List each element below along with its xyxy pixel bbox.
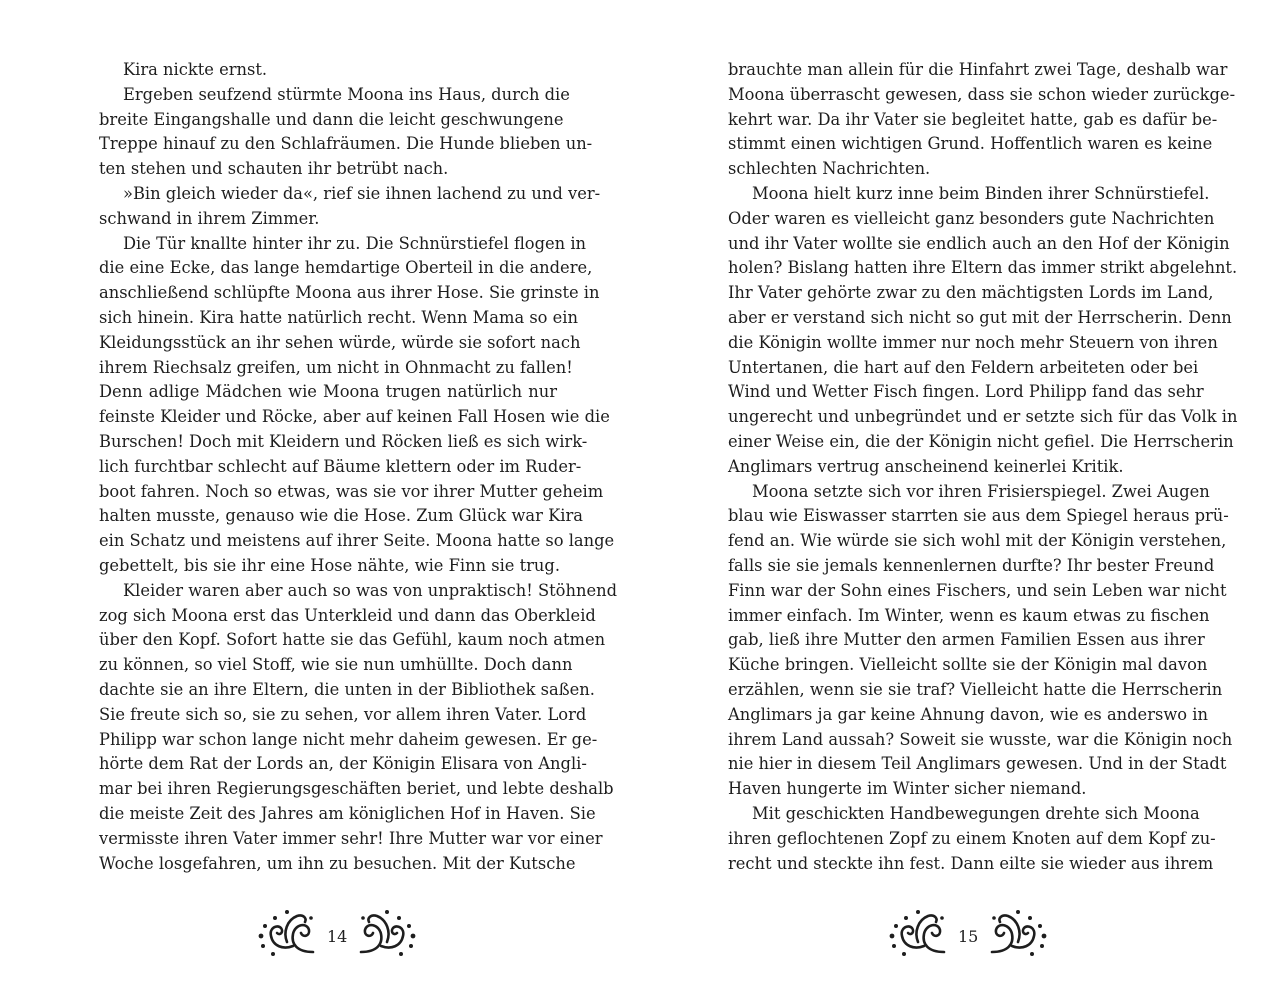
text-line: Wind und Wetter Fisch fingen. Lord Philipp fand das sehr [728, 382, 1204, 402]
text-line: Treppe hinauf zu den Schlafräumen. Die Hunde blieben un- [99, 134, 593, 154]
text-line: Moona setzte sich vor ihren Frisierspiegel. Zwei Augen [752, 481, 1210, 501]
text-line: ungerecht und unbegründet und er setzte sich für das Volk in [728, 407, 1238, 427]
text-line: Mit geschickten Handbewegungen drehte sich Moona [752, 803, 1200, 823]
text-line: feinste Kleider und Röcke, aber auf keinen Fall Hosen wie die [99, 407, 610, 427]
text-line: Ihr Vater gehörte zwar zu den mächtigsten Lords im Land, [728, 283, 1214, 303]
text-line: halten musste, genauso wie die Hose. Zum Glück war Kira [99, 506, 583, 526]
text-line: recht und steckte ihn fest. Dann eilte sie wieder aus ihrem [728, 853, 1214, 873]
text-line: Moona überrascht gewesen, dass sie schon wieder zurückge- [728, 84, 1236, 104]
text-line: Kleidungsstück an ihr sehen würde, würde sie sofort nach [99, 332, 581, 352]
scroll-ornament-left-icon [253, 906, 317, 962]
text-line: ihrem Land aussah? Soweit sie wusste, war die Königin noch [728, 729, 1233, 749]
text-line: vermisste ihren Vater immer sehr! Ihre Mutter war vor einer [99, 828, 603, 848]
text-line: gebettelt, bis sie ihr eine Hose nähte, wie Finn sie trug. [99, 555, 561, 575]
text-line: blau wie Eiswasser starrten sie aus dem Spiegel heraus prü- [728, 506, 1229, 526]
text-line: Küche bringen. Vielleicht sollte sie der Königin mal davon [728, 655, 1208, 675]
text-line: zu können, so viel Stoff, wie sie nun umhüllte. Doch dann [99, 655, 573, 675]
text-line: zog sich Moona erst das Unterkleid und dann das Oberkleid [99, 605, 596, 625]
text-line: ten stehen und schauten ihr betrübt nach. [99, 159, 449, 179]
page-number: 14 [327, 926, 348, 946]
scroll-ornament-right-icon [357, 906, 421, 962]
right-page [728, 58, 1238, 876]
text-line: hörte dem Rat der Lords an, der Königin Elisara von Angli- [99, 754, 587, 774]
text-line: Burschen! Doch mit Kleidern und Röcken ließ es sich wirk- [99, 431, 588, 451]
text-line: die Königin wollte immer nur noch mehr Steuern von ihren [728, 332, 1218, 352]
text-line: breite Eingangshalle und dann die leicht geschwungene [99, 109, 564, 129]
left-page-footer [253, 906, 421, 962]
text-line: fend an. Wie würde sie sich wohl mit der Königin verstehen, [728, 531, 1227, 551]
text-line: gab, ließ ihre Mutter den armen Familien Essen aus ihrer [728, 630, 1205, 650]
text-line: die meiste Zeit des Jahres am königlichen Hof in Haven. Sie [99, 803, 596, 823]
text-line: boot fahren. Noch so etwas, was sie vor ihrer Mutter geheim [99, 481, 604, 501]
text-line: schlechten Nachrichten. [728, 159, 931, 179]
text-line: immer einfach. Im Winter, wenn es kaum etwas zu fischen [728, 605, 1210, 625]
text-line: Anglimars ja gar keine Ahnung davon, wie es anderswo in [728, 704, 1208, 724]
text-line: lich furchtbar schlecht auf Bäume klettern oder im Ruder- [99, 456, 582, 476]
text-line: sich hinein. Kira hatte natürlich recht. Wenn Mama so ein [99, 307, 578, 327]
text-line: Anglimars vertrug anscheinend keinerlei Kritik. [728, 456, 1124, 476]
text-line: stimmt einen wichtigen Grund. Hoffentlich waren es keine [728, 134, 1213, 154]
text-line: falls sie sie jemals kennenlernen durfte? Ihr bester Freund [728, 555, 1215, 575]
text-line: brauchte man allein für die Hinfahrt zwei Tage, deshalb war [728, 60, 1228, 79]
text-line: »Bin gleich wieder da«, rief sie ihnen lachend zu und ver- [123, 183, 601, 203]
text-line: holen? Bislang hatten ihre Eltern das immer strikt abgelehnt. [728, 258, 1238, 278]
text-line: einer Weise ein, die der Königin nicht gefiel. Die Herrscherin [728, 431, 1234, 451]
text-line: Philipp war schon lange nicht mehr daheim gewesen. Er ge- [99, 729, 598, 749]
right-page-footer [884, 906, 1052, 962]
text-line: Sie freute sich so, sie zu sehen, vor allem ihren Vater. Lord [99, 704, 587, 724]
scroll-ornament-right-icon [988, 906, 1052, 962]
text-line: erzählen, wenn sie sie traf? Vielleicht hatte die Herrscherin [728, 679, 1223, 699]
text-line: Woche losgefahren, um ihn zu besuchen. Mit der Kutsche [99, 853, 576, 873]
text-line: dachte sie an ihre Eltern, die unten in der Bibliothek saßen. [99, 679, 595, 699]
left-page [99, 58, 618, 876]
text-line: ein Schatz und meistens auf ihrer Seite. Moona hatte so lange [99, 531, 615, 551]
text-line: und ihr Vater wollte sie endlich auch an den Hof der Königin [728, 233, 1230, 253]
text-line: über den Kopf. Sofort hatte sie das Gefühl, kaum noch atmen [99, 630, 606, 650]
text-line: aber er verstand sich nicht so gut mit der Herrscherin. Denn [728, 307, 1232, 327]
text-line: ihren geflochtenen Zopf zu einem Knoten auf dem Kopf zu- [728, 828, 1216, 848]
text-line: nie hier in diesem Teil Anglimars gewesen. Und in der Stadt [728, 754, 1227, 774]
text-line: Haven hungerte im Winter sicher niemand. [728, 779, 1087, 799]
text-line: Untertanen, die hart auf den Feldern arbeiteten oder bei [728, 357, 1199, 377]
text-line: Moona hielt kurz inne beim Binden ihrer Schnürstiefel. [752, 183, 1210, 203]
text-line: anschließend schlüpfte Moona aus ihrer Hose. Sie grinste in [99, 283, 600, 303]
text-line: Finn war der Sohn eines Fischers, und sein Leben war nicht [728, 580, 1227, 600]
left-page-text [99, 58, 618, 876]
scroll-ornament-left-icon [884, 906, 948, 962]
text-line: die eine Ecke, das lange hemdartige Oberteil in die andere, [99, 258, 593, 278]
text-line: ihrem Riechsalz greifen, um nicht in Ohnmacht zu fallen! [99, 357, 573, 377]
page-number: 15 [958, 926, 979, 946]
text-line: Ergeben seufzend stürmte Moona ins Haus, durch die [123, 84, 570, 104]
text-line: kehrt war. Da ihr Vater sie begleitet hatte, gab es dafür be- [728, 109, 1218, 129]
right-page-text [728, 58, 1238, 876]
text-line: Denn adlige Mädchen wie Moona trugen natürlich nur [99, 382, 557, 402]
text-line: Oder waren es vielleicht ganz besonders gute Nachrichten [728, 208, 1215, 228]
text-line: mar bei ihren Regierungsgeschäften beriet, und lebte deshalb [99, 779, 614, 799]
text-line: Die Tür knallte hinter ihr zu. Die Schnürstiefel flogen in [123, 233, 587, 253]
text-line: schwand in ihrem Zimmer. [99, 208, 320, 228]
text-line: Kleider waren aber auch so was von unpraktisch! Stöhnend [123, 580, 618, 600]
text-line: Kira nickte ernst. [123, 60, 268, 79]
